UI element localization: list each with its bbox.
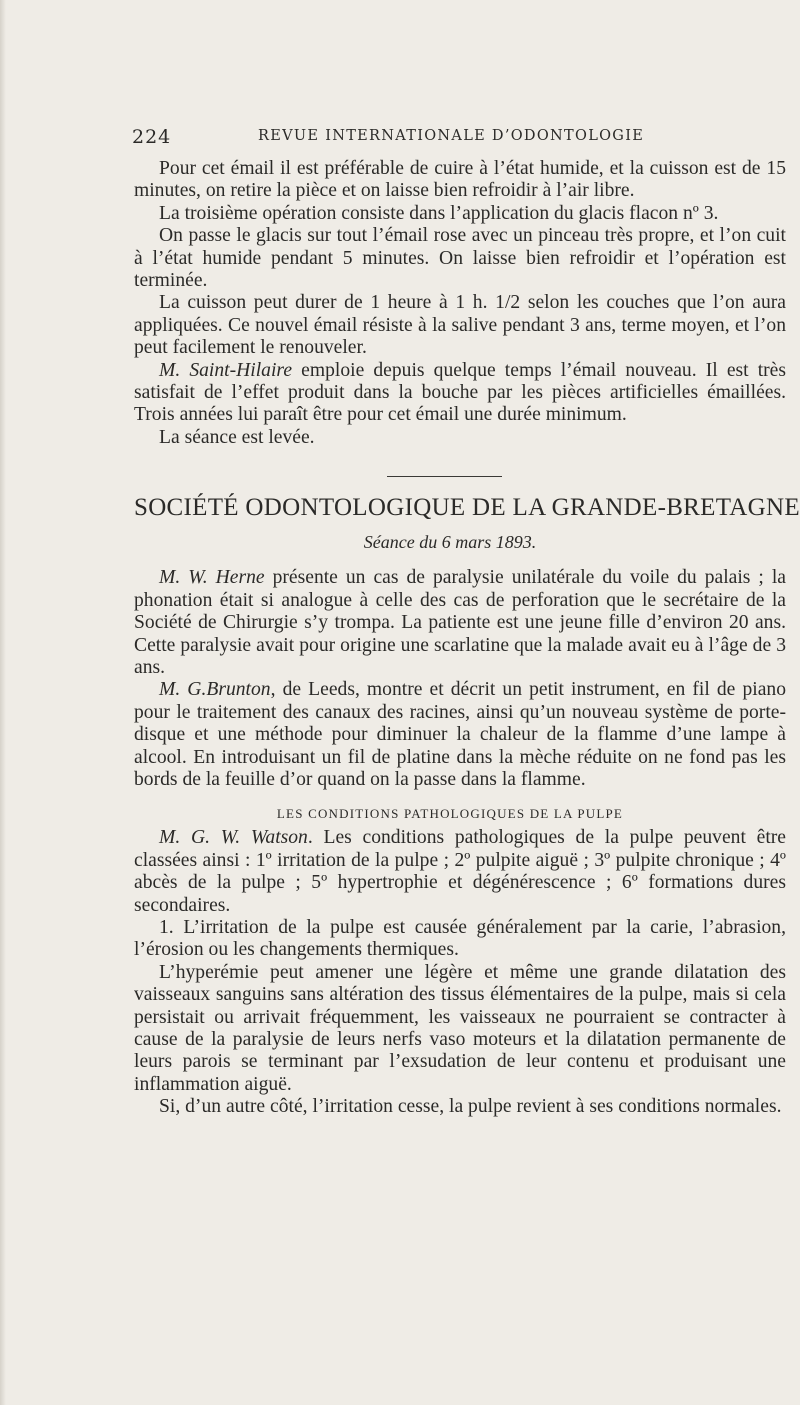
- page-gutter-shadow: [0, 0, 6, 1405]
- closing-line: La séance est levée.: [159, 426, 315, 448]
- speaker-name: M. W. Herne: [159, 567, 265, 589]
- paragraph: 1. L’irritation de la pulpe est causée généralement par la carie, l’abrasion, l’érosion ou les changements thermiques.: [134, 916, 786, 961]
- running-title: REVUE INTERNATIONALE D’ODONTOLOGIE: [258, 128, 645, 144]
- paragraph-text: . Les conditions pathologiques de la pulpe peuvent être classées ainsi : 1º irritation de la pulpe ; 2º pulpite aiguë ; 3º pulpite chronique ; 4º abcès de la pulpe ; 5º hypertrophie et dégénérescence ; 6º formations dures secondaires.: [134, 827, 786, 916]
- page-header: [132, 126, 792, 156]
- paragraph: La troisième opération consiste dans l’application du glacis flacon nº 3.: [159, 202, 719, 224]
- text-column: [134, 158, 800, 1119]
- paragraph-text: , de Leeds, montre et décrit un petit instrument, en fil de piano pour le traitement des canaux des racines, ainsi qu’un nouveau système de porte-disque et une méthode pour diminuer la chaleur de la flamme d’une lampe à alcool. En introduisant un fil de platine dans la mèche réduite on ne fond pas les bords de la feuille d’or quand on la passe dans la flamme.: [134, 679, 786, 790]
- paragraph-saint-hilaire: [134, 360, 786, 427]
- speaker-name: M. G.Brunton: [159, 679, 271, 701]
- paragraph: Si, d’un autre côté, l’irritation cesse, la pulpe revient à ses conditions normales.: [159, 1096, 782, 1118]
- subsection-heading: LES CONDITIONS PATHOLOGIQUES DE LA PULPE: [276, 806, 624, 822]
- paragraph: Pour cet émail il est préférable de cuire à l’état humide, et la cuisson est de 15 minutes, on retire la pièce et on laisse bien refroidir à l’air libre.: [134, 158, 786, 202]
- session-date: Séance du 6 mars 1893.: [363, 532, 537, 553]
- paragraph-herne: [134, 567, 786, 679]
- page-number: 224: [132, 126, 172, 148]
- paragraph-brunton: [134, 679, 786, 791]
- section-divider: [387, 476, 502, 477]
- paragraph-text: présente un cas de paralysie unilatérale du voile du palais ; la phonation était si analogue à celle des cas de perforation que le secrétaire de la Société de Chirurgie s’y trompa. La patiente est une jeune fille d’environ 20 ans. Cette paralysie avait pour origine une scarlatine que la malade avait eu à l’âge de 3 ans.: [134, 567, 787, 678]
- paragraph: La cuisson peut durer de 1 heure à 1 h. 1/2 selon les couches que l’on aura appliquées. Ce nouvel émail résiste à la salive pendant 3 ans, terme moyen, et l’on peut facilement le renouveler.: [134, 292, 786, 359]
- speaker-name: M. Saint-Hilaire: [159, 359, 293, 381]
- paragraph: L’hyperémie peut amener une légère et même une grande dilatation des vaisseaux sanguins sans altération des tissus élémentaires de la pulpe, mais si cela persistait ou arrivait fréquemment, les vaisseaux ne pourraient se contracter à cause de la paralysie de leurs nerfs vaso moteurs et la dilatation permanente de leurs parois se terminant par l’exsudation de leur contenu et produisant une inflammation aiguë.: [134, 961, 786, 1095]
- speaker-name: M. G. W. Watson: [159, 827, 308, 849]
- paragraph-watson: [134, 827, 786, 917]
- paragraph-text: emploie depuis quelque temps l’émail nouveau. Il est très satisfait de l’effet produit dans la bouche par les pièces artificielles émaillées. Trois années lui paraît être pour cet émail une durée minimum.: [134, 359, 787, 426]
- section-title: SOCIÉTÉ ODONTOLOGIQUE DE LA GRANDE-BRETAGNE: [134, 494, 800, 522]
- paragraph: On passe le glacis sur tout l’émail rose avec un pinceau très propre, et l’on cuit à l’état humide pendant 5 minutes. On laisse bien refroidir et l’opération est terminée.: [134, 225, 786, 292]
